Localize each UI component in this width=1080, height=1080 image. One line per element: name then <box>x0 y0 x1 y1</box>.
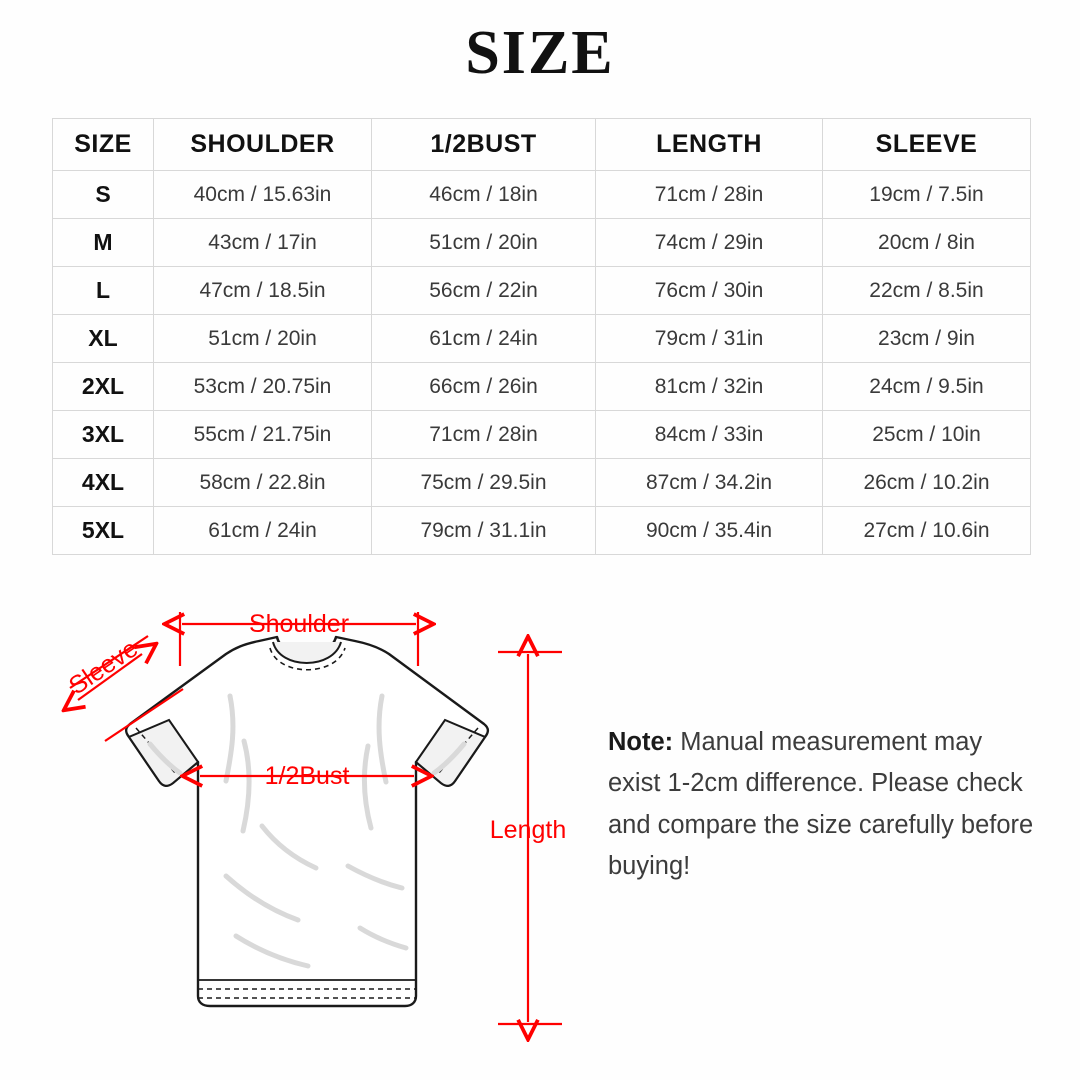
cell-sleeve: 25cm / 10in <box>823 411 1031 459</box>
cell-sleeve: 23cm / 9in <box>823 315 1031 363</box>
cell-length: 81cm / 32in <box>596 363 823 411</box>
cell-sleeve: 27cm / 10.6in <box>823 507 1031 555</box>
cell-size: 5XL <box>53 507 154 555</box>
cell-size: S <box>53 171 154 219</box>
tshirt-measurement-diagram <box>30 576 590 1066</box>
cell-length: 74cm / 29in <box>596 219 823 267</box>
cell-shoulder: 61cm / 24in <box>154 507 372 555</box>
table-header-row <box>53 119 1031 171</box>
label-shoulder: Shoulder <box>248 610 350 638</box>
cell-halfbust: 75cm / 29.5in <box>372 459 596 507</box>
cell-shoulder: 47cm / 18.5in <box>154 267 372 315</box>
cell-size: 3XL <box>53 411 154 459</box>
column-header-halfbust: 1/2BUST <box>372 119 596 171</box>
cell-sleeve: 20cm / 8in <box>823 219 1031 267</box>
table-row <box>53 363 1031 411</box>
column-header-length: LENGTH <box>596 119 823 171</box>
cell-length: 79cm / 31in <box>596 315 823 363</box>
note-label: Note: <box>608 728 674 756</box>
table-row <box>53 411 1031 459</box>
cell-halfbust: 71cm / 28in <box>372 411 596 459</box>
cell-length: 84cm / 33in <box>596 411 823 459</box>
cell-size: XL <box>53 315 154 363</box>
tshirt-illustration <box>126 637 488 1006</box>
cell-halfbust: 46cm / 18in <box>372 171 596 219</box>
cell-sleeve: 24cm / 9.5in <box>823 363 1031 411</box>
column-header-shoulder: SHOULDER <box>154 119 372 171</box>
table-row <box>53 315 1031 363</box>
cell-halfbust: 56cm / 22in <box>372 267 596 315</box>
cell-shoulder: 51cm / 20in <box>154 315 372 363</box>
cell-size: M <box>53 219 154 267</box>
cell-shoulder: 55cm / 21.75in <box>154 411 372 459</box>
cell-size: 4XL <box>53 459 154 507</box>
note-text: Manual measurement may exist 1-2cm difference. Please check and compare the size carefully before buying! <box>608 728 1034 880</box>
label-halfbust: 1/2Bust <box>264 762 350 790</box>
cell-halfbust: 79cm / 31.1in <box>372 507 596 555</box>
page-title: SIZE <box>465 19 615 87</box>
cell-sleeve: 22cm / 8.5in <box>823 267 1031 315</box>
cell-shoulder: 58cm / 22.8in <box>154 459 372 507</box>
cell-shoulder: 40cm / 15.63in <box>154 171 372 219</box>
table-row <box>53 219 1031 267</box>
size-table <box>52 118 1031 555</box>
cell-size: L <box>53 267 154 315</box>
note-block <box>608 722 1040 887</box>
cell-shoulder: 43cm / 17in <box>154 219 372 267</box>
cell-halfbust: 51cm / 20in <box>372 219 596 267</box>
cell-sleeve: 26cm / 10.2in <box>823 459 1031 507</box>
cell-halfbust: 61cm / 24in <box>372 315 596 363</box>
cell-length: 71cm / 28in <box>596 171 823 219</box>
cell-size: 2XL <box>53 363 154 411</box>
table-row <box>53 267 1031 315</box>
cell-shoulder: 53cm / 20.75in <box>154 363 372 411</box>
cell-length: 87cm / 34.2in <box>596 459 823 507</box>
cell-length: 90cm / 35.4in <box>596 507 823 555</box>
label-length: Length <box>489 816 567 844</box>
column-header-size: SIZE <box>53 119 154 171</box>
cell-length: 76cm / 30in <box>596 267 823 315</box>
cell-halfbust: 66cm / 26in <box>372 363 596 411</box>
table-row <box>53 459 1031 507</box>
table-row <box>53 171 1031 219</box>
table-row <box>53 507 1031 555</box>
cell-sleeve: 19cm / 7.5in <box>823 171 1031 219</box>
column-header-sleeve: SLEEVE <box>823 119 1031 171</box>
label-sleeve: Sleeve <box>64 634 144 701</box>
